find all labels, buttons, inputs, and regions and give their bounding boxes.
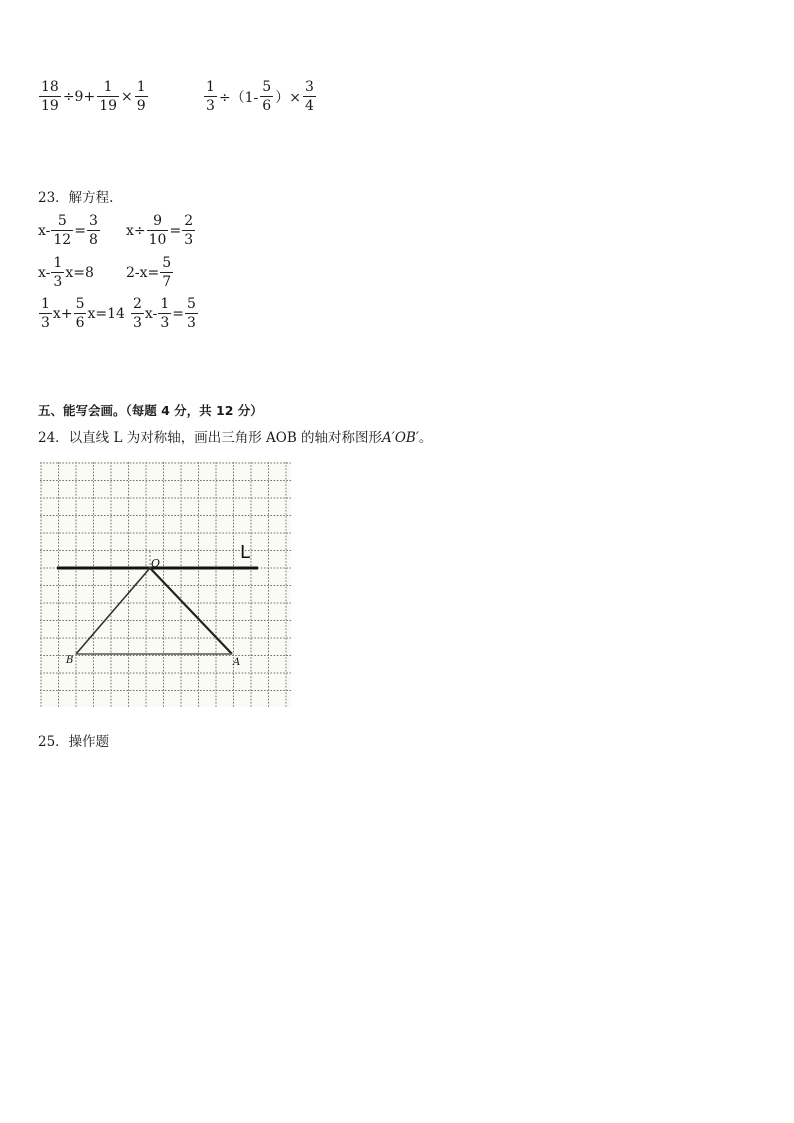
fraction: $\frac{1}{3}$ xyxy=(206,79,215,114)
equation-3: x- $\frac{1}{3}$ x=8 xyxy=(38,255,94,290)
fraction: $\frac{2}{3}$ xyxy=(184,213,194,248)
label-B: B xyxy=(66,655,74,666)
target-figure-label: A′OB′ xyxy=(382,430,419,446)
fraction: $\frac{1}{9}$ xyxy=(136,79,146,114)
equation-2: x÷ $\frac{9}{10}$ = $\frac{2}{3}$ xyxy=(126,213,194,248)
label-L: L xyxy=(240,542,251,563)
fraction: $\frac{1}{3}$ xyxy=(53,255,63,290)
equation-5: $\frac{1}{3}$ x+ $\frac{5}{6}$ x=14 xyxy=(41,296,125,331)
fraction: $\frac{5}{12}$ xyxy=(53,213,72,248)
calc-expression-2 xyxy=(203,80,317,113)
symmetry-grid-figure xyxy=(40,462,291,707)
label-A: A xyxy=(233,657,241,668)
operator: ÷9+ xyxy=(62,88,96,105)
fraction: $\frac{5}{6}$ xyxy=(262,79,272,114)
calc-expression-1 xyxy=(38,80,149,113)
question-25-text: 25．操作题 xyxy=(38,734,110,750)
fraction: $\frac{1}{3}$ xyxy=(160,296,170,331)
fraction: $\frac{3}{8}$ xyxy=(88,213,98,248)
equation-6: $\frac{2}{3}$ x- $\frac{1}{3}$ = $\frac{5}{3}$ xyxy=(133,296,196,331)
equation-1: x- $\frac{5}{12}$ = $\frac{3}{8}$ xyxy=(38,213,98,248)
section-5-heading: 五、能写会画。（每题 4 分，共 12 分） xyxy=(38,403,263,418)
fraction: $\frac{3}{4}$ xyxy=(304,79,314,114)
operator: ÷（1- xyxy=(218,89,259,106)
equation-4: 2-x= $\frac{5}{7}$ xyxy=(126,255,172,290)
fraction: $\frac{9}{10}$ xyxy=(148,213,167,248)
question-23-title: 23．解方程. xyxy=(38,190,114,206)
fraction: $\frac{5}{3}$ xyxy=(186,296,196,331)
operator: ）× xyxy=(275,89,301,106)
fraction: $\frac{1}{3}$ xyxy=(41,296,50,331)
fraction: $\frac{2}{3}$ xyxy=(133,296,142,331)
fraction: $\frac{5}{6}$ xyxy=(75,296,85,331)
fraction: $\frac{18}{19}$ xyxy=(41,79,59,114)
operator: × xyxy=(121,88,133,105)
fraction: $\frac{5}{7}$ xyxy=(162,255,172,290)
fraction: $\frac{1}{19}$ xyxy=(99,79,118,114)
question-24-text: 24．以直线 L 为对称轴，画出三角形 AOB 的轴对称图形A′OB′。 xyxy=(38,430,433,446)
label-O: O xyxy=(151,557,161,570)
